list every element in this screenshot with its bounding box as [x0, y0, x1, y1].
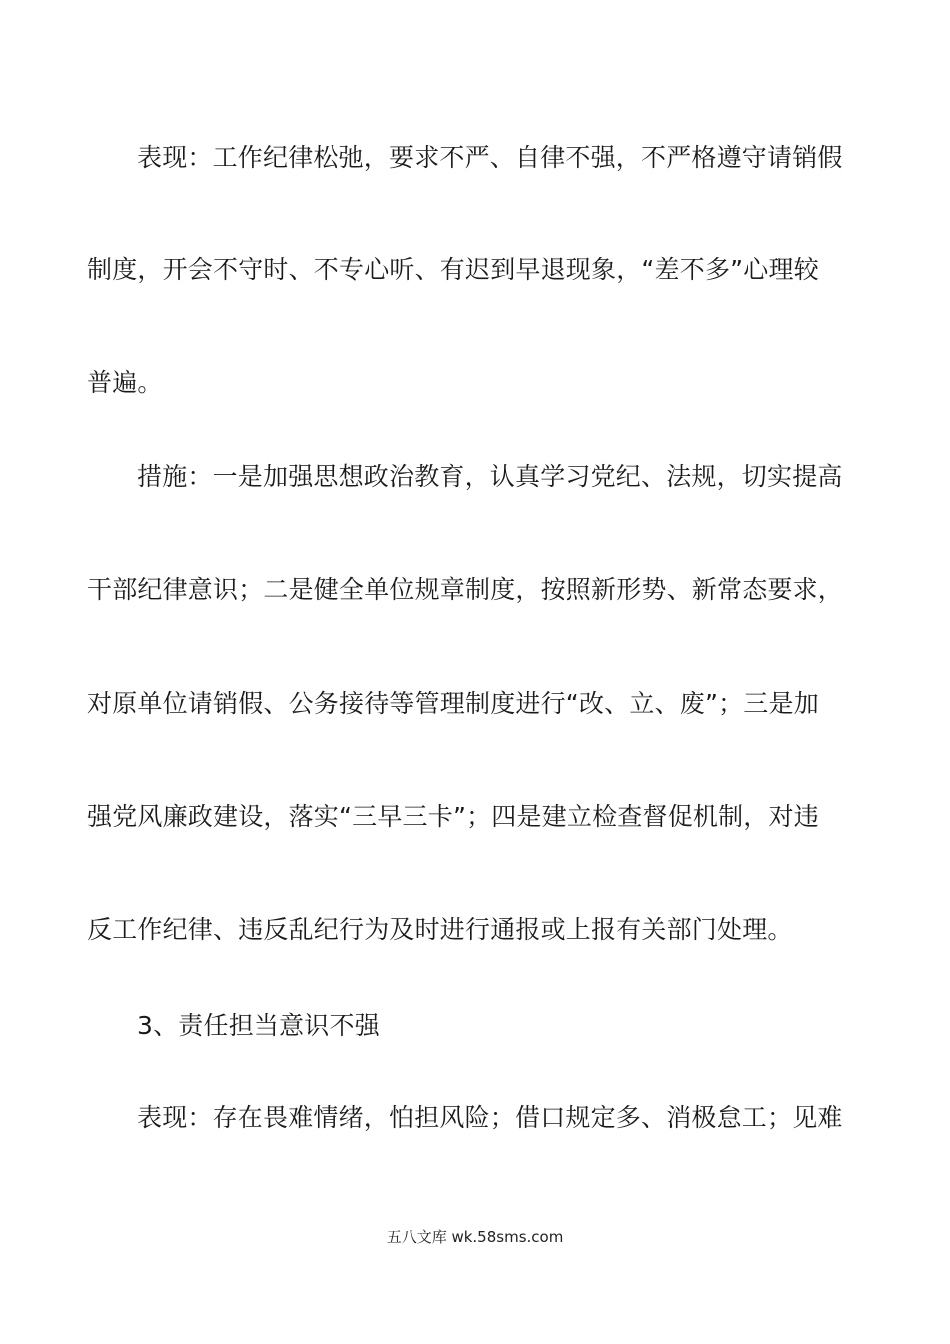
paragraph-line: 措施：一是加强思想政治教育，认真学习党纪、法规，切实提高 [137, 462, 843, 491]
paragraph-line: 表现：工作纪律松弛，要求不严、自律不强，不严格遵守请销假 [137, 143, 843, 172]
paragraph-line: 制度，开会不守时、不专心听、有迟到早退现象，“差不多”心理较 [87, 255, 819, 284]
paragraph-line: 对原单位请销假、公务接待等管理制度进行“改、立、废”；三是加 [87, 689, 819, 718]
paragraph-line: 反工作纪律、违反乱纪行为及时进行通报或上报有关部门处理。 [87, 915, 793, 944]
footer-watermark: 五八文库 wk.58sms.com [386, 1228, 564, 1246]
paragraph-line: 普遍。 [87, 368, 163, 397]
section-heading: 3、责任担当意识不强 [137, 1011, 380, 1040]
paragraph-line: 强党风廉政建设，落实“三早三卡”；四是建立检查督促机制，对违 [87, 802, 819, 831]
paragraph-line: 干部纪律意识；二是健全单位规章制度，按照新形势、新常态要求， [87, 575, 844, 604]
paragraph-line: 表现：存在畏难情绪，怕担风险；借口规定多、消极怠工；见难 [137, 1103, 843, 1132]
